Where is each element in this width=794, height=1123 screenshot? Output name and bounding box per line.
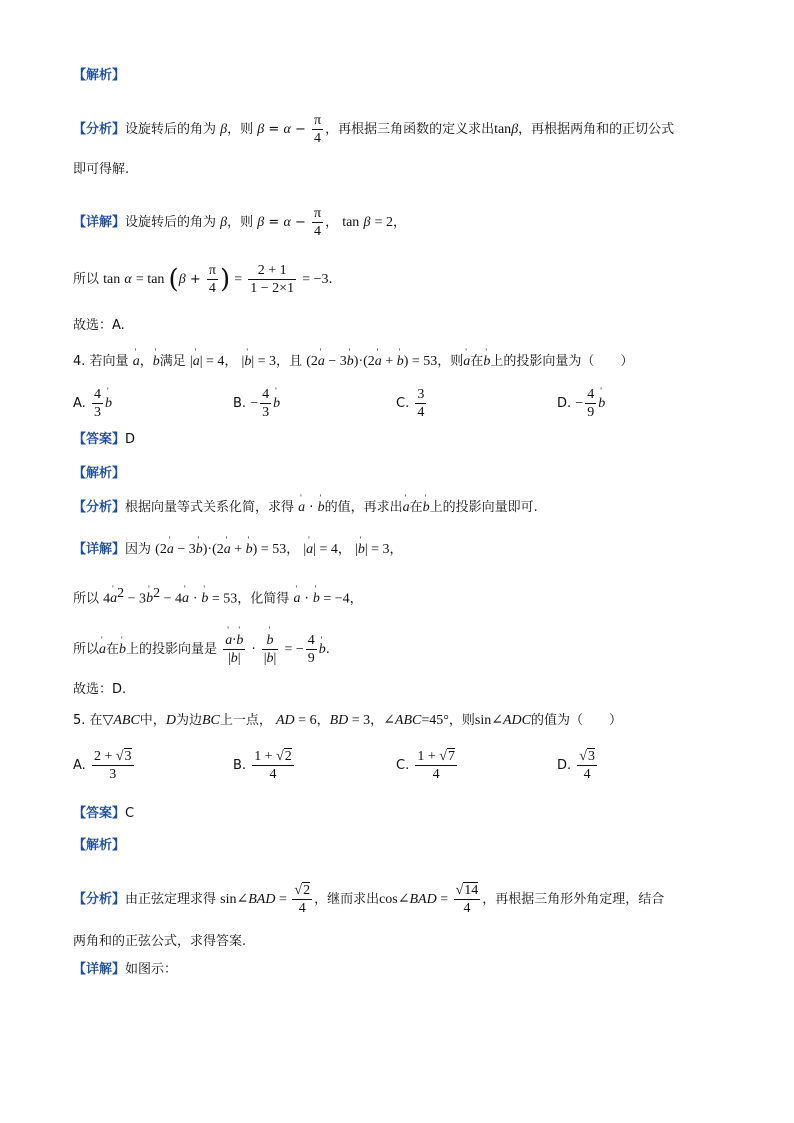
detail-formula-3: 所以 tan α = tan (β + $\frac{\pi}{4}$ ) = $\frac{2 + 1}{1 - 2\times 1}$ = −3. (73, 263, 333, 296)
q5-detail: 【详解】如图示： (73, 962, 178, 977)
q4-detail-1: 【详解】因为 (2' a − 3' b)·(2' a + ' b) = 53， |' a| = 4， |' b| = 3， (73, 540, 403, 560)
q4-option-d[interactable]: D. − $\frac{4}{9}$ ' b (557, 386, 605, 421)
q5-option-d[interactable]: D. $\frac{√3}{4}$ (557, 749, 595, 782)
conclusion-3: 故选：A. (73, 318, 125, 333)
q4-answer: 【答案】D (73, 432, 136, 447)
q5-answer: 【答案】C (73, 806, 135, 821)
section-tag: 【解析】 (73, 68, 126, 83)
analysis-line-3: 【分析】设旋转后的角为 β，则 β = α − $\frac{\pi}{4}$ ，再根据三角函数的定义求出tanβ，再根据两角和的正切公式 (73, 113, 675, 146)
q5-jiexi-heading: 【解析】 (73, 838, 126, 853)
q5-analysis: 【分析】由正弦定理求得 sin∠BAD = $\frac{√2}{4}$ ，继而求出cos∠BAD = $\frac{√14}{4}$ ，再根据三角形外角定理，结合 (73, 883, 665, 916)
detail-line-3: 【详解】设旋转后的角为 β，则 β = α − $\frac{\pi}{4}$ ， tan β = 2， (73, 206, 406, 239)
q5-option-b[interactable]: B. $\frac{1 + √2}{4}$ (233, 749, 292, 782)
q4-option-b[interactable]: B. − $\frac{4}{3}$ ' b (233, 386, 280, 421)
q5-option-c[interactable]: C. $\frac{1 + √7}{4}$ (396, 749, 455, 782)
q4-conclusion: 故选：D. (73, 682, 127, 697)
q4-detail-3: 所以' a在' b上的投影向量是 ' $\frac{a\cdot' b}{|b|}$ · ' $\frac{b}{|b|}$ = − $\frac{4}{9}$ ' b. (73, 632, 330, 667)
q4-detail-2: 所以 4' $a^2 - 3'$ $b^2 - 4'$ a · ' b = 53，化简得 ' a · ' b = −4， (73, 584, 363, 609)
analysis-cont-3: 即可得解. (73, 162, 130, 177)
question-5-stem: 5. 在▽ABC中，D为边BC上一点， AD = 6，BD = 3，∠ABC=45°，则sin∠ADC的值为（ ） (73, 713, 622, 728)
q4-jiexi-heading: 【解析】 (73, 466, 126, 481)
q4-analysis: 【分析】根据向量等式关系化简，求得 ' a · ' b的值，再求出' a在' b上的投影向量即可. (73, 498, 538, 518)
jiexi-heading-3 (73, 66, 125, 86)
q5-analysis-cont: 两角和的正弦公式，求得答案. (73, 934, 247, 949)
q4-option-a[interactable]: A. $\frac{4}{3}$ ' b (73, 386, 112, 421)
q5-option-a[interactable]: A. $\frac{2 + √3}{3}$ (73, 749, 132, 782)
question-4-stem: 4. 若向量 ' a，' b满足 |' a| = 4， |' b| = 3，且 (2' a − 3' b)·(2' a + ' b) = 53，则' a在' b上的投影向量为（ ） (73, 352, 633, 372)
q4-option-c[interactable]: C. $\frac{3}{4}$ (396, 387, 425, 420)
